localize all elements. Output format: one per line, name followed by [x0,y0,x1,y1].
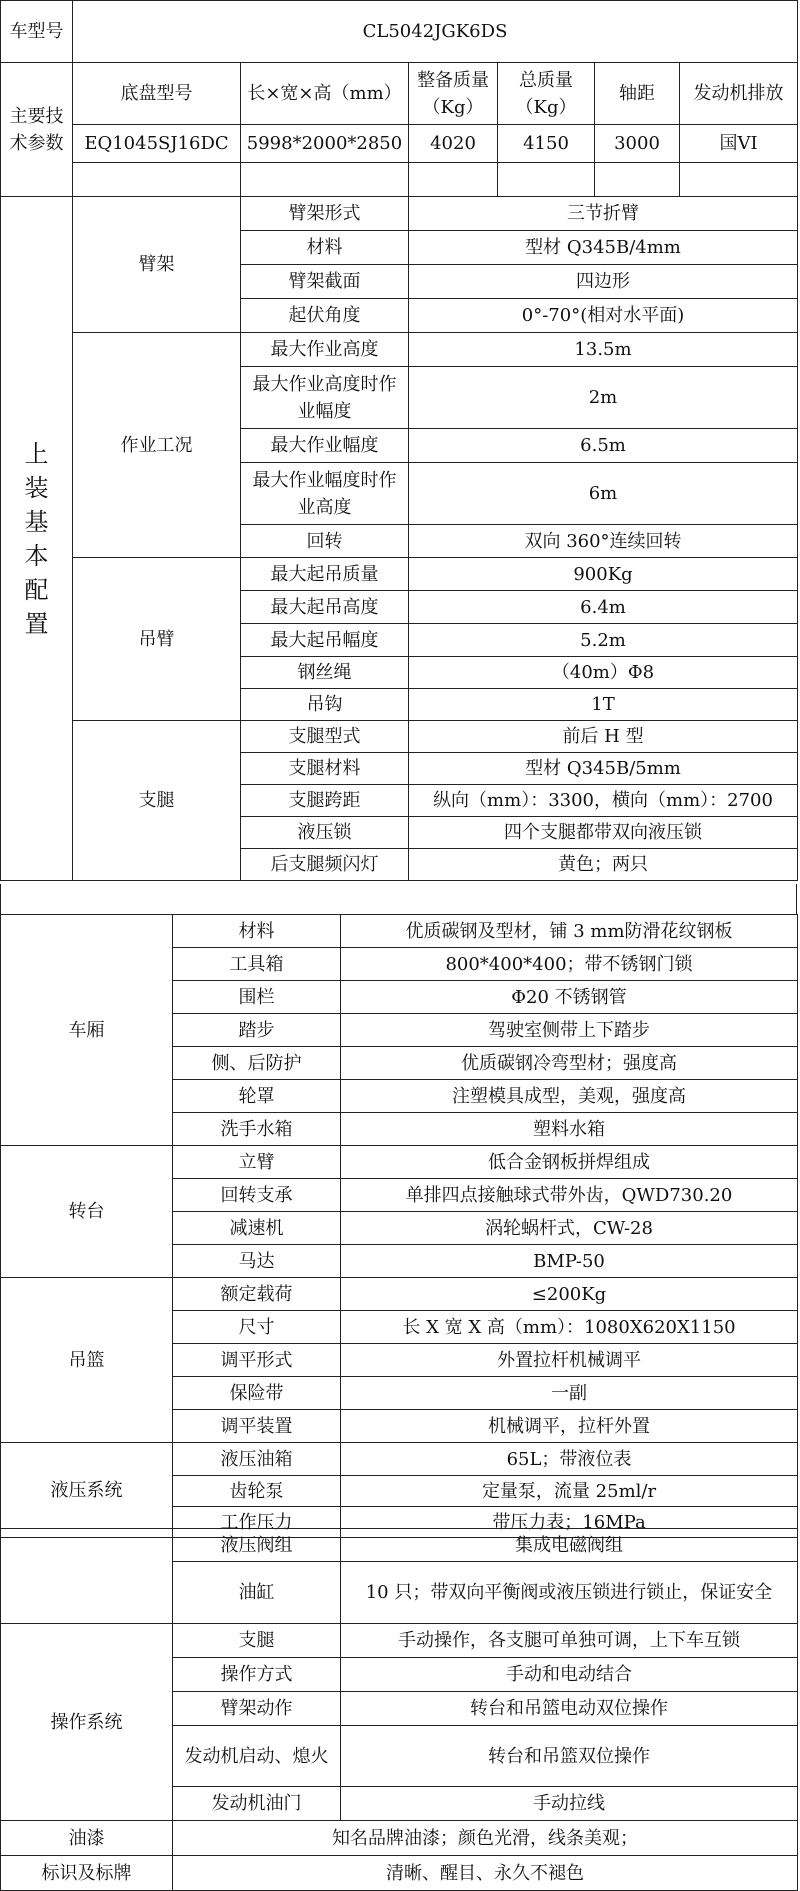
row-value: 5.2m [409,624,798,657]
row-value: 6.5m [409,429,798,463]
row-value: 6m [409,463,798,525]
row-label: 液压阀组 [173,1529,341,1562]
row-label: 起伏角度 [241,299,409,333]
header-emission: 发动机排放 [680,63,798,125]
row-label: 围栏 [173,981,341,1014]
row-label: 臂架动作 [173,1692,341,1726]
row-label: 最大起吊高度 [241,591,409,624]
row-value: 四边形 [409,265,798,299]
row-value: 注塑模具成型，美观，强度高 [341,1080,798,1113]
row-label: 最大作业高度时作业幅度 [241,367,409,429]
row-label: 轮罩 [173,1080,341,1113]
row-value: 转台和吊篮电动双位操作 [341,1692,798,1726]
vehicle-model-value: CL5042JGK6DS [73,1,798,63]
row-value: 2m [409,367,798,429]
row-value: 优质碳钢冷弯型材；强度高 [341,1047,798,1080]
empty-cell [680,163,798,197]
row-value: 13.5m [409,333,798,367]
group-hydraulic-cont [1,1529,173,1624]
row-value: 手动和电动结合 [341,1658,798,1692]
row-label: 调平装置 [173,1410,341,1443]
row-label: 操作方式 [173,1658,341,1692]
row-label: 支腿型式 [241,721,409,753]
row-value: 转台和吊篮双位操作 [341,1726,798,1787]
paint-value: 知名品牌油漆；颜色光滑，线条美观； [173,1821,798,1856]
row-label: 最大作业幅度时作业高度 [241,463,409,525]
row-label: 臂架截面 [241,265,409,299]
row-label: 最大作业幅度 [241,429,409,463]
group-operation: 操作系统 [1,1624,173,1821]
row-label: 最大起吊幅度 [241,624,409,657]
row-label: 发动机启动、熄火 [173,1726,341,1787]
row-value: 优质碳钢及型材，铺 3 mm防滑花纹钢板 [341,915,798,948]
row-label: 回转支承 [173,1179,341,1212]
main-params-label: 主要技术参数 [1,63,73,197]
row-value: 10 只；带双向平衡阀或液压锁进行锁止，保证安全 [341,1562,798,1624]
row-value: 低合金钢板拼焊组成 [341,1146,798,1179]
row-label: 发动机油门 [173,1787,341,1821]
row-label: 支腿跨距 [241,785,409,817]
row-value: 双向 360°连续回转 [409,525,798,558]
group-arm: 臂架 [73,197,241,333]
row-label: 减速机 [173,1212,341,1245]
value-total-mass: 4150 [498,125,595,163]
row-label: 液压锁 [241,817,409,849]
row-label: 材料 [173,915,341,948]
row-label: 吊钩 [241,689,409,721]
row-label: 支腿 [173,1624,341,1658]
row-label: 钢丝绳 [241,657,409,689]
row-value: 型材 Q345B/4mm [409,231,798,265]
row-label: 尺寸 [173,1311,341,1344]
row-value: 单排四点接触球式带外齿，QWD730.20 [341,1179,798,1212]
row-value: 前后 H 型 [409,721,798,753]
upper-config-label: 上 装 基 本 配 置 [1,197,73,881]
row-value: 四个支腿都带双向液压锁 [409,817,798,849]
vehicle-model-label: 车型号 [1,1,73,63]
row-label: 臂架形式 [241,197,409,231]
spec-table-middle [0,914,798,1538]
row-value: 0°-70°(相对水平面) [409,299,798,333]
row-label: 回转 [241,525,409,558]
row-value: 800*400*400；带不锈钢门锁 [341,948,798,981]
row-label: 侧、后防护 [173,1047,341,1080]
group-work: 作业工况 [73,333,241,558]
header-dimensions: 长×宽×高（mm） [241,63,409,125]
row-value: 塑料水箱 [341,1113,798,1146]
row-value: 一副 [341,1377,798,1410]
group-outrigger: 支腿 [73,721,241,881]
row-label: 液压油箱 [173,1443,341,1476]
row-value: 纵向（mm）：3300，横向（mm）：2700 [409,785,798,817]
row-label: 支腿材料 [241,753,409,785]
row-label: 保险带 [173,1377,341,1410]
row-value: 手动拉线 [341,1787,798,1821]
row-label: 工作压力 [173,1507,341,1538]
header-wheelbase: 轴距 [595,63,680,125]
row-value: 长 X 宽 X 高（mm）：1080X620X1150 [341,1311,798,1344]
value-dimensions: 5998*2000*2850 [241,125,409,163]
row-label: 工具箱 [173,948,341,981]
row-value: 机械调平，拉杆外置 [341,1410,798,1443]
row-value: Φ20 不锈钢管 [341,981,798,1014]
row-value: 黄色；两只 [409,849,798,881]
group-crane: 吊臂 [73,558,241,721]
value-curb-mass: 4020 [409,125,498,163]
group-turntable: 转台 [1,1146,173,1278]
empty-cell [595,163,680,197]
row-value: 带压力表；16MPa [341,1507,798,1538]
row-label: 额定载荷 [173,1278,341,1311]
row-label: 材料 [241,231,409,265]
header-curb-mass: 整备质量（Kg） [409,63,498,125]
row-label: 洗手水箱 [173,1113,341,1146]
spec-table-upper [0,0,798,881]
row-label: 最大起吊质量 [241,558,409,591]
row-label: 最大作业高度 [241,333,409,367]
row-value: 外置拉杆机械调平 [341,1344,798,1377]
row-value: 手动操作，各支腿可单独可调，上下车互锁 [341,1624,798,1658]
row-label: 齿轮泵 [173,1476,341,1507]
row-value: 驾驶室侧带上下踏步 [341,1014,798,1047]
row-value: 900Kg [409,558,798,591]
value-wheelbase: 3000 [595,125,680,163]
row-label: 后支腿频闪灯 [241,849,409,881]
value-emission: 国VI [680,125,798,163]
empty-cell [73,163,241,197]
row-value: 6.4m [409,591,798,624]
value-chassis: EQ1045SJ16DC [73,125,241,163]
marking-value: 清晰、醒目、永久不褪色 [173,1856,798,1891]
paint-label: 油漆 [1,1821,173,1856]
spec-table-lower [0,1528,798,1891]
marking-label: 标识及标牌 [1,1856,173,1891]
row-value: （40m）Φ8 [409,657,798,689]
row-label: 马达 [173,1245,341,1278]
row-value: ≤200Kg [341,1278,798,1311]
row-value: 涡轮蜗杆式，CW-28 [341,1212,798,1245]
row-value: 定量泵，流量 25ml/r [341,1476,798,1507]
row-label: 油缸 [173,1562,341,1624]
header-chassis: 底盘型号 [73,63,241,125]
row-value: 集成电磁阀组 [341,1529,798,1562]
row-value: 65L；带液位表 [341,1443,798,1476]
empty-cell [409,163,498,197]
row-value: BMP-50 [341,1245,798,1278]
row-value: 三节折臂 [409,197,798,231]
table-gap [0,884,797,914]
header-total-mass: 总质量（Kg） [498,63,595,125]
group-basket: 吊篮 [1,1278,173,1443]
row-label: 调平形式 [173,1344,341,1377]
group-hydraulic: 液压系统 [1,1443,173,1538]
empty-cell [241,163,409,197]
row-value: 型材 Q345B/5mm [409,753,798,785]
row-label: 立臂 [173,1146,341,1179]
group-body: 车厢 [1,915,173,1146]
row-value: 1T [409,689,798,721]
empty-cell [498,163,595,197]
row-label: 踏步 [173,1014,341,1047]
